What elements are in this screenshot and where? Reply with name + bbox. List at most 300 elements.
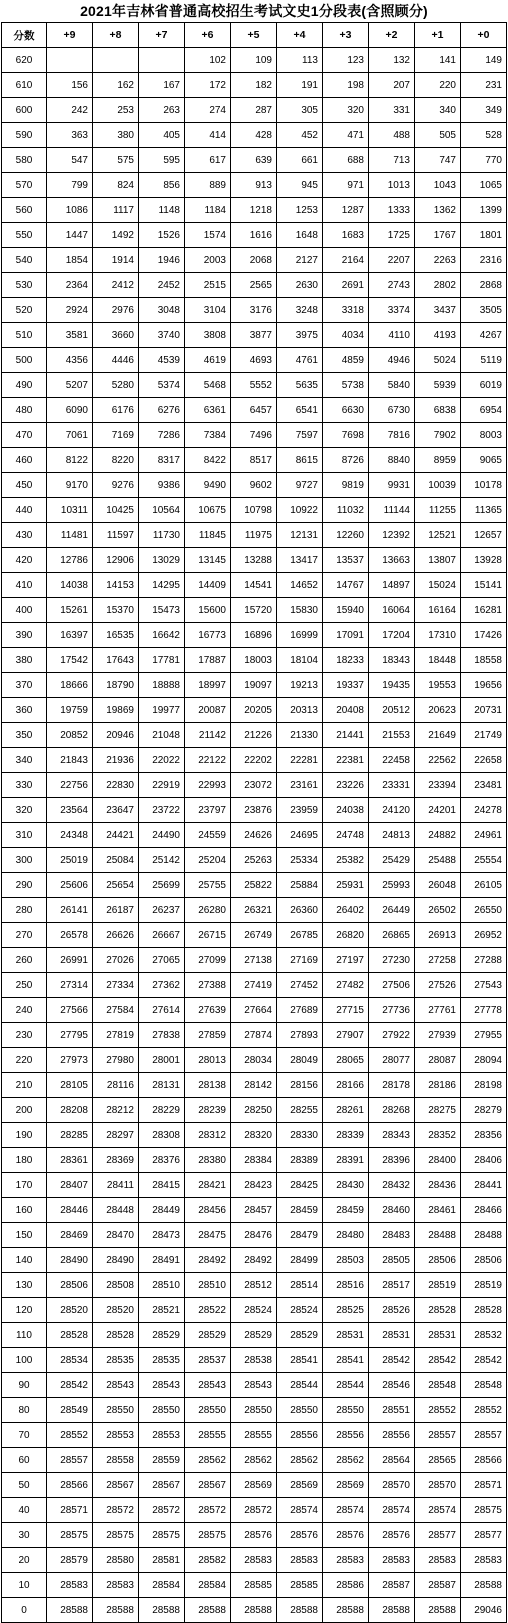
count-cell: 26280	[185, 898, 231, 923]
score-cell: 340	[2, 748, 47, 773]
count-cell: 8422	[185, 448, 231, 473]
count-cell	[93, 48, 139, 73]
column-header-offset: +9	[47, 23, 93, 48]
count-cell: 11365	[461, 498, 507, 523]
table-header	[2, 23, 507, 48]
count-cell: 7698	[323, 423, 369, 448]
score-cell: 470	[2, 423, 47, 448]
count-cell: 16164	[415, 598, 461, 623]
count-cell: 28588	[185, 1598, 231, 1623]
count-cell: 27761	[415, 998, 461, 1023]
count-cell: 28105	[47, 1073, 93, 1098]
count-cell: 2452	[139, 273, 185, 298]
count-cell: 2412	[93, 273, 139, 298]
count-cell: 28524	[231, 1298, 277, 1323]
score-cell: 380	[2, 648, 47, 673]
count-cell: 6541	[277, 398, 323, 423]
count-cell: 4034	[323, 323, 369, 348]
count-cell: 24695	[277, 823, 323, 848]
count-cell: 28470	[93, 1223, 139, 1248]
count-cell: 7597	[277, 423, 323, 448]
count-cell: 28569	[277, 1473, 323, 1498]
count-cell: 28559	[139, 1448, 185, 1473]
count-cell: 28441	[461, 1173, 507, 1198]
count-cell: 7286	[139, 423, 185, 448]
score-cell: 430	[2, 523, 47, 548]
count-cell: 28308	[139, 1123, 185, 1148]
count-cell: 25931	[323, 873, 369, 898]
count-cell: 799	[47, 173, 93, 198]
count-cell: 28065	[323, 1048, 369, 1073]
table-row	[2, 1348, 507, 1373]
count-cell: 27526	[415, 973, 461, 998]
table-row	[2, 573, 507, 598]
count-cell: 26865	[369, 923, 415, 948]
table-row	[2, 1273, 507, 1298]
count-cell: 28320	[231, 1123, 277, 1148]
count-cell: 26749	[231, 923, 277, 948]
count-cell: 2976	[93, 298, 139, 323]
count-cell: 16642	[139, 623, 185, 648]
count-cell: 27230	[369, 948, 415, 973]
table-row	[2, 1498, 507, 1523]
count-cell: 19759	[47, 698, 93, 723]
count-cell: 1086	[47, 198, 93, 223]
count-cell: 28550	[277, 1398, 323, 1423]
count-cell: 28528	[47, 1323, 93, 1348]
table-row	[2, 1048, 507, 1073]
count-cell: 1801	[461, 223, 507, 248]
count-cell: 27838	[139, 1023, 185, 1048]
count-cell: 1362	[415, 198, 461, 223]
count-cell: 713	[369, 148, 415, 173]
count-cell: 17781	[139, 648, 185, 673]
count-cell: 3975	[277, 323, 323, 348]
count-cell: 7816	[369, 423, 415, 448]
count-cell: 28553	[93, 1423, 139, 1448]
count-cell: 9727	[277, 473, 323, 498]
count-cell: 28460	[369, 1198, 415, 1223]
count-cell: 24348	[47, 823, 93, 848]
count-cell: 15370	[93, 598, 139, 623]
count-cell: 28567	[185, 1473, 231, 1498]
count-cell: 28480	[323, 1223, 369, 1248]
count-cell: 26048	[415, 873, 461, 898]
count-cell: 28499	[277, 1248, 323, 1273]
table-row	[2, 1473, 507, 1498]
count-cell: 22281	[277, 748, 323, 773]
count-cell: 27973	[47, 1048, 93, 1073]
count-cell: 27689	[277, 998, 323, 1023]
count-cell: 28407	[47, 1173, 93, 1198]
score-cell: 60	[2, 1448, 47, 1473]
count-cell: 528	[461, 123, 507, 148]
count-cell: 3248	[277, 298, 323, 323]
count-cell: 12392	[369, 523, 415, 548]
count-cell: 28555	[185, 1423, 231, 1448]
count-cell: 1218	[231, 198, 277, 223]
count-cell: 172	[185, 73, 231, 98]
score-cell: 590	[2, 123, 47, 148]
table-row	[2, 1173, 507, 1198]
count-cell: 28558	[93, 1448, 139, 1473]
score-cell: 280	[2, 898, 47, 923]
count-cell: 15261	[47, 598, 93, 623]
count-cell: 15830	[277, 598, 323, 623]
table-row	[2, 1598, 507, 1623]
table-row	[2, 748, 507, 773]
count-cell: 16064	[369, 598, 415, 623]
count-cell: 28522	[185, 1298, 231, 1323]
score-cell: 510	[2, 323, 47, 348]
count-cell: 320	[323, 98, 369, 123]
count-cell: 15600	[185, 598, 231, 623]
count-cell: 26991	[47, 948, 93, 973]
count-cell: 28396	[369, 1148, 415, 1173]
count-cell: 28550	[93, 1398, 139, 1423]
count-cell: 1065	[461, 173, 507, 198]
score-cell: 550	[2, 223, 47, 248]
count-cell: 824	[93, 173, 139, 198]
count-cell: 28574	[323, 1498, 369, 1523]
count-cell: 14295	[139, 573, 185, 598]
table-row	[2, 1223, 507, 1248]
count-cell: 28415	[139, 1173, 185, 1198]
count-cell: 28384	[231, 1148, 277, 1173]
count-cell: 28077	[369, 1048, 415, 1073]
count-cell: 6019	[461, 373, 507, 398]
count-cell: 28546	[369, 1373, 415, 1398]
count-cell: 26715	[185, 923, 231, 948]
count-cell: 28528	[93, 1323, 139, 1348]
count-cell: 28430	[323, 1173, 369, 1198]
count-cell: 28529	[139, 1323, 185, 1348]
table-row	[2, 323, 507, 348]
table-row	[2, 1023, 507, 1048]
count-cell: 27138	[231, 948, 277, 973]
count-cell: 19337	[323, 673, 369, 698]
count-cell: 25884	[277, 873, 323, 898]
count-cell: 28483	[369, 1223, 415, 1248]
score-cell: 600	[2, 98, 47, 123]
count-cell: 132	[369, 48, 415, 73]
table-row	[2, 273, 507, 298]
count-cell: 28250	[231, 1098, 277, 1123]
count-cell: 13663	[369, 548, 415, 573]
table-row	[2, 923, 507, 948]
score-cell: 50	[2, 1473, 47, 1498]
count-cell: 24626	[231, 823, 277, 848]
count-cell: 28529	[231, 1323, 277, 1348]
count-cell: 28552	[47, 1423, 93, 1448]
table-row	[2, 73, 507, 98]
count-cell: 28562	[231, 1448, 277, 1473]
count-cell: 28588	[231, 1598, 277, 1623]
count-cell: 28261	[323, 1098, 369, 1123]
count-cell: 242	[47, 98, 93, 123]
count-cell: 24421	[93, 823, 139, 848]
count-cell: 28543	[231, 1373, 277, 1398]
count-cell: 28505	[369, 1248, 415, 1273]
count-cell: 28571	[461, 1473, 507, 1498]
count-cell: 28566	[47, 1473, 93, 1498]
score-cell: 540	[2, 248, 47, 273]
score-cell: 70	[2, 1423, 47, 1448]
count-cell: 28531	[369, 1323, 415, 1348]
count-cell: 4446	[93, 348, 139, 373]
count-cell: 25382	[323, 848, 369, 873]
count-cell: 26321	[231, 898, 277, 923]
count-cell: 287	[231, 98, 277, 123]
table-row	[2, 1073, 507, 1098]
column-header-offset: +5	[231, 23, 277, 48]
count-cell: 28531	[415, 1323, 461, 1348]
count-cell: 21330	[277, 723, 323, 748]
score-cell: 230	[2, 1023, 47, 1048]
count-cell: 28588	[369, 1598, 415, 1623]
count-cell: 15940	[323, 598, 369, 623]
count-cell: 23876	[231, 798, 277, 823]
count-cell: 1854	[47, 248, 93, 273]
count-cell: 28550	[323, 1398, 369, 1423]
table-row	[2, 1523, 507, 1548]
count-cell: 971	[323, 173, 369, 198]
count-cell: 28541	[277, 1348, 323, 1373]
count-cell: 28585	[231, 1573, 277, 1598]
count-cell: 28583	[415, 1548, 461, 1573]
count-cell: 14409	[185, 573, 231, 598]
count-cell: 27566	[47, 998, 93, 1023]
count-cell: 28506	[47, 1273, 93, 1298]
count-cell: 24882	[415, 823, 461, 848]
count-cell: 18888	[139, 673, 185, 698]
count-cell: 28588	[415, 1598, 461, 1623]
table-row	[2, 1148, 507, 1173]
count-cell: 11845	[185, 523, 231, 548]
count-cell: 28576	[277, 1523, 323, 1548]
column-header-offset: +0	[461, 23, 507, 48]
count-cell: 6954	[461, 398, 507, 423]
count-cell: 380	[93, 123, 139, 148]
count-cell: 28330	[277, 1123, 323, 1148]
score-cell: 420	[2, 548, 47, 573]
score-cell: 100	[2, 1348, 47, 1373]
table-row	[2, 198, 507, 223]
count-cell: 19097	[231, 673, 277, 698]
table-row	[2, 123, 507, 148]
count-cell: 26105	[461, 873, 507, 898]
count-cell: 123	[323, 48, 369, 73]
count-cell: 28577	[461, 1523, 507, 1548]
count-cell: 9931	[369, 473, 415, 498]
count-cell: 2565	[231, 273, 277, 298]
count-cell: 27388	[185, 973, 231, 998]
count-cell: 23331	[369, 773, 415, 798]
count-cell: 4356	[47, 348, 93, 373]
score-cell: 270	[2, 923, 47, 948]
count-cell: 28492	[185, 1248, 231, 1273]
count-cell: 19656	[461, 673, 507, 698]
count-cell: 28492	[231, 1248, 277, 1273]
count-cell: 6630	[323, 398, 369, 423]
count-cell: 28526	[369, 1298, 415, 1323]
count-cell: 28564	[369, 1448, 415, 1473]
table-row	[2, 1398, 507, 1423]
count-cell: 6457	[231, 398, 277, 423]
count-cell: 28268	[369, 1098, 415, 1123]
count-cell: 6730	[369, 398, 415, 423]
count-cell: 28208	[47, 1098, 93, 1123]
score-cell: 260	[2, 948, 47, 973]
score-cell: 120	[2, 1298, 47, 1323]
count-cell: 4859	[323, 348, 369, 373]
count-cell: 22202	[231, 748, 277, 773]
score-cell: 20	[2, 1548, 47, 1573]
count-cell: 9386	[139, 473, 185, 498]
count-cell: 24559	[185, 823, 231, 848]
count-cell: 27362	[139, 973, 185, 998]
score-cell: 370	[2, 673, 47, 698]
count-cell: 6361	[185, 398, 231, 423]
count-cell: 28517	[369, 1273, 415, 1298]
count-cell: 28565	[415, 1448, 461, 1473]
count-cell: 22022	[139, 748, 185, 773]
count-cell: 28519	[461, 1273, 507, 1298]
count-cell: 24038	[323, 798, 369, 823]
count-cell: 28131	[139, 1073, 185, 1098]
count-cell: 28506	[415, 1248, 461, 1273]
score-cell: 130	[2, 1273, 47, 1298]
document-title: 2021年吉林省普通高校招生考试文史1分段表(含照顾分)	[80, 3, 428, 19]
table-row	[2, 348, 507, 373]
count-cell: 28583	[277, 1548, 323, 1573]
count-cell: 28446	[47, 1198, 93, 1223]
count-cell: 253	[93, 98, 139, 123]
count-cell: 20623	[415, 698, 461, 723]
count-cell: 349	[461, 98, 507, 123]
count-cell: 28583	[231, 1548, 277, 1573]
table-row	[2, 48, 507, 73]
count-cell: 26550	[461, 898, 507, 923]
count-cell: 28575	[139, 1523, 185, 1548]
count-cell: 28516	[323, 1273, 369, 1298]
table-row	[2, 998, 507, 1023]
count-cell: 20087	[185, 698, 231, 723]
count-cell: 28475	[185, 1223, 231, 1248]
score-cell: 80	[2, 1398, 47, 1423]
count-cell: 27334	[93, 973, 139, 998]
count-cell: 15720	[231, 598, 277, 623]
count-cell: 28542	[461, 1348, 507, 1373]
count-cell: 18233	[323, 648, 369, 673]
count-cell: 28574	[277, 1498, 323, 1523]
count-cell: 27939	[415, 1023, 461, 1048]
count-cell: 274	[185, 98, 231, 123]
count-cell: 13029	[139, 548, 185, 573]
count-cell: 22122	[185, 748, 231, 773]
count-cell: 5738	[323, 373, 369, 398]
count-cell: 1447	[47, 223, 93, 248]
count-cell: 617	[185, 148, 231, 173]
count-cell: 207	[369, 73, 415, 98]
count-cell: 1946	[139, 248, 185, 273]
table-row	[2, 973, 507, 998]
count-cell: 28576	[369, 1523, 415, 1548]
count-cell: 28491	[139, 1248, 185, 1273]
score-cell: 520	[2, 298, 47, 323]
count-cell: 21441	[323, 723, 369, 748]
count-cell: 26449	[369, 898, 415, 923]
table-row	[2, 848, 507, 873]
count-cell: 14652	[277, 573, 323, 598]
score-cell: 90	[2, 1373, 47, 1398]
count-cell: 452	[277, 123, 323, 148]
count-cell: 27288	[461, 948, 507, 973]
count-cell: 3505	[461, 298, 507, 323]
count-cell: 28576	[231, 1523, 277, 1548]
count-cell: 28352	[415, 1123, 461, 1148]
table-row	[2, 1248, 507, 1273]
count-cell: 23564	[47, 798, 93, 823]
score-cell: 440	[2, 498, 47, 523]
count-cell: 20205	[231, 698, 277, 723]
count-cell: 29046	[461, 1598, 507, 1623]
count-cell: 17887	[185, 648, 231, 673]
count-cell: 27614	[139, 998, 185, 1023]
count-cell: 28574	[415, 1498, 461, 1523]
count-cell: 2691	[323, 273, 369, 298]
count-cell: 28376	[139, 1148, 185, 1173]
count-cell: 28138	[185, 1073, 231, 1098]
count-cell: 23072	[231, 773, 277, 798]
count-cell: 26820	[323, 923, 369, 948]
count-cell: 10425	[93, 498, 139, 523]
count-cell: 28583	[93, 1573, 139, 1598]
count-cell: 4619	[185, 348, 231, 373]
count-cell: 27778	[461, 998, 507, 1023]
table-row	[2, 1323, 507, 1348]
count-cell: 21936	[93, 748, 139, 773]
count-cell: 28013	[185, 1048, 231, 1073]
count-cell: 27859	[185, 1023, 231, 1048]
score-cell: 310	[2, 823, 47, 848]
count-cell: 28142	[231, 1073, 277, 1098]
count-cell: 3740	[139, 323, 185, 348]
count-cell: 18997	[185, 673, 231, 698]
table-row	[2, 1448, 507, 1473]
count-cell: 28400	[415, 1148, 461, 1173]
count-cell: 25755	[185, 873, 231, 898]
column-header-offset: +4	[277, 23, 323, 48]
count-cell: 28552	[461, 1398, 507, 1423]
count-cell: 28549	[47, 1398, 93, 1423]
count-cell: 1043	[415, 173, 461, 198]
count-cell: 639	[231, 148, 277, 173]
header-row	[2, 23, 507, 48]
count-cell: 25993	[369, 873, 415, 898]
count-cell: 4193	[415, 323, 461, 348]
count-cell: 6176	[93, 398, 139, 423]
count-cell: 8122	[47, 448, 93, 473]
count-cell: 28537	[185, 1348, 231, 1373]
count-cell: 13928	[461, 548, 507, 573]
count-cell: 28588	[323, 1598, 369, 1623]
count-cell: 16281	[461, 598, 507, 623]
count-cell: 28583	[461, 1548, 507, 1573]
count-cell: 28556	[277, 1423, 323, 1448]
count-cell: 28449	[139, 1198, 185, 1223]
count-cell: 28116	[93, 1073, 139, 1098]
